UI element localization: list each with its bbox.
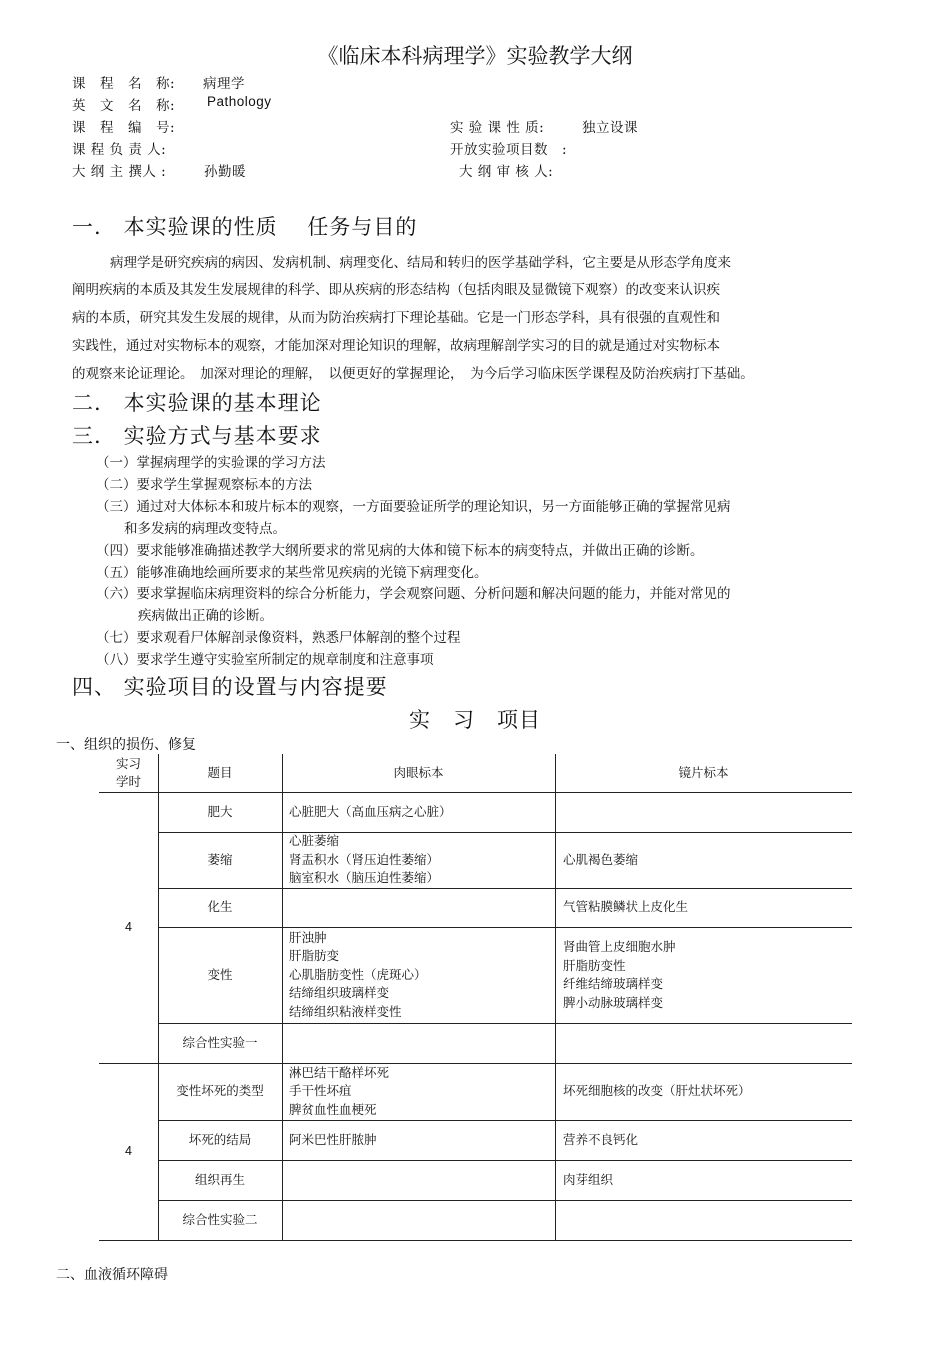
course-nature-label: 实 验 课 性 质:: [450, 120, 545, 136]
table-title: 实 习 项目: [409, 708, 541, 732]
gross-specimens: [289, 927, 551, 1023]
course-name-value: 病理学: [203, 76, 245, 92]
row-topic: 化生: [207, 899, 233, 915]
section-1-line: 病理学是研究疾病的病因、发病机制、病理变化、结局和转归的医学基础学科，它主要是从形态学角度来: [110, 255, 731, 271]
header-hours: [99, 754, 158, 792]
header-gross: 肉眼标本: [393, 764, 444, 780]
gross-specimen: 脑室积水（脑压迫性萎缩）: [289, 870, 440, 886]
requirement-item: （四）要求能够准确描述教学大纲所要求的常见病的大体和镜下标本的病变特点，并做出正确的诊断。: [96, 543, 704, 559]
author-label: 大 纲 主 撰人 :: [72, 164, 167, 180]
slide-specimen: 气管粘膜鳞状上皮化生: [563, 899, 689, 915]
responsible-label: 课 程 负 责 人:: [72, 142, 167, 158]
document-title: 《临床本科病理学》实验教学大纲: [317, 44, 633, 68]
section-1-line: 阐明疾病的本质及其发生发展规律的科学、即从疾病的形态结构（包括肉眼及显微镜下观察）的改变来认识疾: [72, 282, 720, 298]
english-name-label: 英 文 名 称:: [72, 98, 176, 114]
slide-specimen: 营养不良钙化: [563, 1131, 639, 1147]
gross-specimen: 结缔组织粘液样变性: [289, 1003, 402, 1019]
section-1-line: 的观察来论证理论。 加深对理论的理解， 以便更好的掌握理论， 为今后学习临床医学课程及防治疾病打下基础。: [72, 366, 754, 382]
gross-specimens: [289, 792, 551, 832]
requirement-item: （五）能够准确地绘画所要求的某些常见疾病的光镜下病理变化。: [96, 565, 488, 581]
header-hours-line1: 实习: [115, 755, 141, 771]
requirement-item: （八）要求学生遵守实验室所制定的规章制度和注意事项: [96, 652, 434, 668]
row-topic: 萎缩: [207, 851, 233, 867]
course-name-label: 课 程 名 称:: [72, 76, 176, 92]
row-topic: 组织再生: [194, 1171, 245, 1187]
section-2-heading: 二. 本实验课的基本理论: [72, 391, 322, 415]
row-topic: 肥大: [207, 803, 233, 819]
slide-specimen: 肾曲管上皮细胞水肿: [563, 939, 676, 954]
requirement-item: 疾病做出正确的诊断。: [138, 608, 273, 624]
gross-specimen: 阿米巴性肝脓肿: [289, 1131, 377, 1147]
requirement-item: （二）要求学生掌握观察标本的方法: [96, 477, 312, 493]
section-3-heading: 三. 实验方式与基本要求: [72, 424, 322, 448]
slide-specimen: 坏死细胞核的改变（肝灶状坏死）: [563, 1083, 751, 1099]
section-1-line: 实践性，通过对实物标本的观察，才能加深对理论知识的理解，故病理解剖学实习的目的就是通过对实物标本: [72, 338, 720, 354]
course-code-label: 课 程 编 号:: [72, 120, 176, 136]
gross-specimen: 心脏萎缩: [289, 833, 340, 849]
slide-specimen: 纤维结缔玻璃样变: [563, 976, 664, 991]
gross-specimen: 手干性坏疽: [289, 1083, 352, 1099]
gross-specimen: 淋巴结干酪样坏死: [289, 1064, 390, 1080]
slide-specimen: 肝脂肪变性: [563, 957, 626, 973]
row-topic: 综合性实验一: [182, 1034, 258, 1050]
slide-specimens: [563, 1063, 848, 1120]
course-nature-value: 独立设课: [582, 120, 638, 136]
gross-specimen: 脾贫血性血梗死: [289, 1101, 377, 1117]
table-rule: [555, 754, 556, 1240]
requirement-item: （六）要求掌握临床病理资料的综合分析能力，学会观察问题、分析问题和解决问题的能力，并能对常见的: [96, 586, 731, 602]
header-topic: 题目: [207, 764, 233, 780]
subsection-1-heading: 一、组织的损伤、修复: [56, 737, 196, 753]
gross-specimen: 心肌脂肪变性（虎斑心）: [289, 966, 427, 982]
english-name-value: Pathology: [207, 94, 272, 109]
author-value: 孙勤暖: [204, 164, 246, 180]
row-topic: 综合性实验二: [182, 1211, 258, 1227]
row-topic: 变性: [207, 966, 233, 982]
gross-specimen: 结缔组织玻璃样变: [289, 985, 390, 1001]
section-1-heading: 一. 本实验课的性质 任务与目的: [72, 215, 418, 239]
requirement-item: （三）通过对大体标本和玻片标本的观察，一方面要验证所学的理论知识，另一方面能够正确的掌握常见病: [96, 499, 731, 515]
header-hours-line2: 学时: [115, 774, 141, 789]
slide-specimens: [563, 1160, 848, 1200]
slide-specimen: 肉芽组织: [563, 1171, 614, 1187]
slide-specimens: [563, 832, 848, 888]
gross-specimens: [289, 1120, 551, 1160]
slide-specimens: [563, 1120, 848, 1160]
requirement-item: （七）要求观看尸体解剖录像资料，熟悉尸体解剖的整个过程: [96, 630, 461, 646]
gross-specimens: [289, 1063, 551, 1120]
open-projects-label: 开放实验项目数 :: [450, 142, 568, 158]
row-topic: 变性坏死的类型: [176, 1083, 264, 1099]
requirement-item: 和多发病的病理改变特点。: [124, 521, 286, 537]
gross-specimen: 肝浊肿: [289, 929, 327, 945]
group-hours: 4: [125, 920, 132, 935]
gross-specimen: 肝脂肪变: [289, 948, 340, 964]
subsection-2-heading: 二、血液循环障碍: [56, 1267, 168, 1283]
reviewer-label: 大 纲 审 核 人:: [459, 164, 554, 180]
table-rule: [282, 754, 283, 1240]
slide-specimen: 心肌褐色萎缩: [563, 851, 639, 867]
gross-specimen: 心脏肥大（高血压病之心脏）: [289, 803, 452, 819]
section-4-heading: 四、 实验项目的设置与内容提要: [72, 675, 388, 699]
gross-specimens: [289, 832, 551, 888]
gross-specimen: 肾盂积水（肾压迫性萎缩）: [289, 851, 440, 867]
slide-specimen: 脾小动脉玻璃样变: [563, 994, 664, 1010]
header-slide: 镜片标本: [678, 764, 729, 780]
requirement-item: （一）掌握病理学的实验课的学习方法: [96, 455, 326, 471]
slide-specimens: [563, 888, 848, 927]
slide-specimens: [563, 927, 848, 1023]
table-rule: [99, 1240, 852, 1241]
section-1-line: 病的本质，研究其发生发展的规律，从而为防治疾病打下理论基础。它是一门形态学科，具有很强的直观性和: [72, 310, 720, 326]
group-hours: 4: [125, 1144, 132, 1159]
row-topic: 坏死的结局: [188, 1131, 252, 1147]
